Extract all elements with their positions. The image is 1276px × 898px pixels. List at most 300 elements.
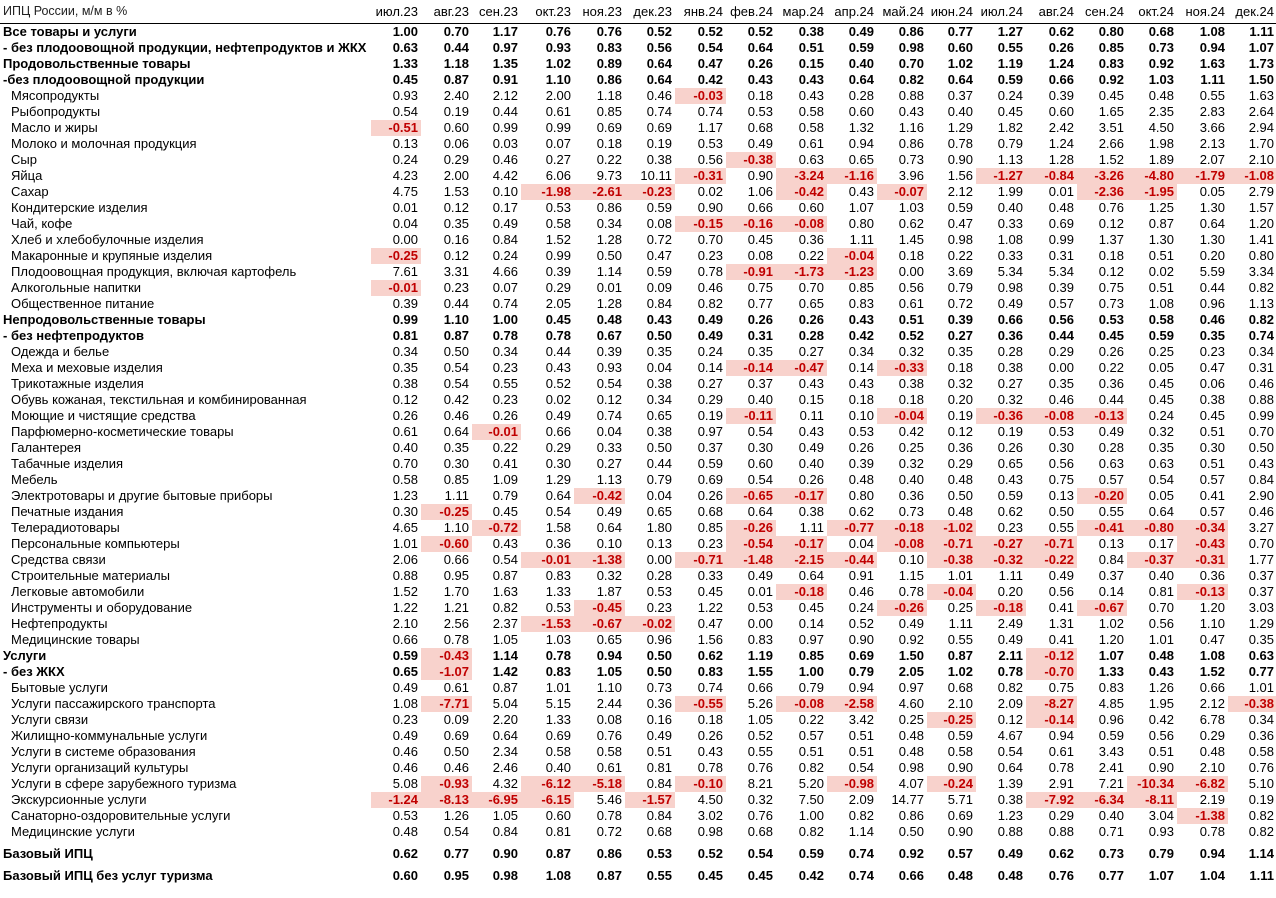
value-cell[interactable]: 0.19 (997, 424, 1023, 439)
value-cell[interactable]: 0.83 (596, 40, 622, 55)
value-cell[interactable]: 0.92 (898, 846, 924, 861)
value-cell[interactable]: 2.10 (1199, 760, 1225, 775)
value-cell[interactable]: 0.50 (1048, 504, 1074, 519)
value-cell[interactable]: 2.11 (998, 648, 1023, 663)
value-cell[interactable]: 2.37 (492, 616, 518, 631)
value-cell[interactable]: 0.39 (392, 296, 418, 311)
value-cell[interactable]: 0.50 (646, 664, 672, 679)
value-cell[interactable]: 0.48 (392, 824, 418, 839)
value-cell[interactable]: 0.48 (1148, 88, 1174, 103)
value-cell[interactable]: 0.60 (545, 808, 571, 823)
value-cell[interactable]: 0.40 (898, 472, 924, 487)
value-cell[interactable]: 0.01 (1048, 184, 1074, 199)
value-cell[interactable]: 0.12 (443, 200, 469, 215)
value-cell[interactable]: 0.53 (392, 808, 418, 823)
value-cell[interactable]: 0.75 (1048, 680, 1074, 695)
value-cell[interactable]: 0.48 (848, 472, 874, 487)
value-cell[interactable]: 2.46 (492, 760, 518, 775)
value-cell[interactable]: 0.78 (697, 264, 723, 279)
row-label[interactable]: Телерадиотовары (11, 520, 120, 535)
value-cell[interactable]: 1.73 (1248, 56, 1274, 71)
value-cell[interactable]: 9.73 (596, 168, 622, 183)
value-cell[interactable]: 0.48 (898, 744, 924, 759)
value-cell[interactable]: 0.02 (1148, 264, 1174, 279)
value-cell[interactable]: 0.26 (1098, 344, 1124, 359)
value-cell[interactable]: 1.31 (1048, 616, 1074, 631)
value-cell[interactable]: 0.93 (545, 40, 571, 55)
value-cell[interactable]: 0.08 (596, 712, 622, 727)
value-cell[interactable]: 2.09 (997, 696, 1023, 711)
value-cell[interactable]: 0.70 (443, 24, 469, 39)
month-header[interactable]: ноя.23 (574, 0, 625, 24)
value-cell[interactable]: 3.34 (1248, 264, 1274, 279)
value-cell[interactable]: -6.95 (472, 792, 521, 808)
value-cell[interactable]: 1.23 (392, 488, 418, 503)
value-cell[interactable]: -0.12 (1026, 648, 1077, 664)
value-cell[interactable]: 0.83 (697, 664, 723, 679)
value-cell[interactable]: 0.26 (747, 312, 773, 327)
value-cell[interactable]: 0.13 (646, 536, 672, 551)
value-cell[interactable]: -0.14 (726, 360, 776, 376)
value-cell[interactable]: 0.88 (1048, 824, 1074, 839)
row-label[interactable]: Масло и жиры (11, 120, 98, 135)
value-cell[interactable]: 0.52 (545, 376, 571, 391)
value-cell[interactable]: 4.65 (392, 520, 418, 535)
value-cell[interactable]: 0.48 (1148, 648, 1174, 663)
value-cell[interactable]: 0.67 (596, 328, 622, 343)
value-cell[interactable]: -1.95 (1127, 184, 1177, 200)
row-label[interactable]: Услуги в системе образования (11, 744, 196, 759)
value-cell[interactable]: 5.46 (596, 792, 622, 807)
value-cell[interactable]: 3.66 (1199, 120, 1225, 135)
value-cell[interactable]: 1.10 (545, 72, 571, 87)
value-cell[interactable]: 0.44 (1098, 392, 1124, 407)
value-cell[interactable]: 0.49 (747, 568, 773, 583)
value-cell[interactable]: 0.09 (646, 280, 672, 295)
value-cell[interactable]: 0.79 (997, 136, 1023, 151)
value-cell[interactable]: 0.18 (898, 392, 924, 407)
value-cell[interactable]: 0.02 (545, 392, 571, 407)
value-cell[interactable]: 1.33 (392, 56, 418, 71)
value-cell[interactable]: 0.58 (545, 216, 571, 231)
value-cell[interactable]: 0.55 (1048, 520, 1074, 535)
value-cell[interactable]: 0.53 (646, 584, 672, 599)
value-cell[interactable]: 0.36 (997, 328, 1023, 343)
value-cell[interactable]: 0.34 (596, 216, 622, 231)
value-cell[interactable]: 0.49 (798, 440, 824, 455)
value-cell[interactable]: 2.10 (1248, 152, 1274, 167)
value-cell[interactable]: 0.78 (1048, 760, 1074, 775)
value-cell[interactable]: 2.12 (947, 184, 973, 199)
value-cell[interactable]: 0.55 (492, 376, 518, 391)
value-cell[interactable]: 0.23 (697, 248, 723, 263)
value-cell[interactable]: 1.10 (596, 680, 622, 695)
value-cell[interactable]: 0.49 (898, 616, 924, 631)
value-cell[interactable]: 0.20 (1199, 248, 1225, 263)
value-cell[interactable]: 0.19 (1248, 792, 1274, 807)
value-cell[interactable]: 1.05 (596, 664, 622, 679)
value-cell[interactable]: 1.50 (1248, 72, 1274, 87)
value-cell[interactable]: 0.18 (848, 392, 874, 407)
value-cell[interactable]: 0.61 (443, 680, 469, 695)
value-cell[interactable]: 0.43 (697, 744, 723, 759)
month-header[interactable]: дек.24 (1228, 0, 1276, 24)
value-cell[interactable]: 0.51 (1199, 456, 1225, 471)
value-cell[interactable]: 0.38 (646, 376, 672, 391)
value-cell[interactable]: 1.33 (1098, 664, 1124, 679)
value-cell[interactable]: -0.51 (371, 120, 421, 136)
value-cell[interactable]: 0.26 (697, 728, 723, 743)
value-cell[interactable]: 0.78 (1199, 824, 1225, 839)
value-cell[interactable]: 0.91 (492, 72, 518, 87)
value-cell[interactable]: 0.09 (443, 712, 469, 727)
value-cell[interactable]: 0.91 (848, 568, 874, 583)
value-cell[interactable]: 0.45 (545, 312, 571, 327)
value-cell[interactable]: 0.19 (697, 408, 723, 423)
value-cell[interactable]: -0.34 (1177, 520, 1228, 536)
value-cell[interactable]: 0.54 (1148, 472, 1174, 487)
value-cell[interactable]: 0.46 (443, 408, 469, 423)
value-cell[interactable]: 0.82 (697, 296, 723, 311)
value-cell[interactable]: -0.01 (472, 424, 521, 440)
value-cell[interactable]: 1.06 (747, 184, 773, 199)
value-cell[interactable]: 5.20 (798, 776, 824, 791)
value-cell[interactable]: 0.87 (1148, 216, 1174, 231)
value-cell[interactable]: -0.37 (1127, 552, 1177, 568)
value-cell[interactable]: 0.70 (798, 280, 824, 295)
value-cell[interactable]: 1.28 (596, 296, 622, 311)
value-cell[interactable]: 0.49 (392, 728, 418, 743)
value-cell[interactable]: 0.62 (848, 504, 874, 519)
value-cell[interactable]: 1.00 (392, 24, 418, 39)
value-cell[interactable]: 0.81 (646, 760, 672, 775)
value-cell[interactable]: 0.74 (848, 846, 874, 861)
value-cell[interactable]: 4.23 (392, 168, 418, 183)
value-cell[interactable]: 0.42 (898, 424, 924, 439)
value-cell[interactable]: 0.72 (947, 296, 973, 311)
value-cell[interactable]: 0.10 (898, 552, 924, 567)
value-cell[interactable]: 0.47 (1199, 360, 1225, 375)
value-cell[interactable]: 0.69 (947, 808, 973, 823)
value-cell[interactable]: 0.00 (392, 232, 418, 247)
row-label[interactable]: Жилищно-коммунальные услуги (11, 728, 208, 743)
value-cell[interactable]: 1.16 (898, 120, 924, 135)
value-cell[interactable]: 0.32 (997, 392, 1023, 407)
value-cell[interactable]: 1.10 (1199, 616, 1225, 631)
value-cell[interactable]: 0.44 (492, 104, 518, 119)
value-cell[interactable]: 1.13 (997, 152, 1023, 167)
value-cell[interactable]: 0.56 (697, 152, 723, 167)
value-cell[interactable]: 0.57 (1098, 472, 1124, 487)
value-cell[interactable]: 0.27 (798, 344, 824, 359)
value-cell[interactable]: -0.60 (421, 536, 472, 552)
value-cell[interactable]: 0.68 (697, 504, 723, 519)
value-cell[interactable]: 0.88 (898, 88, 924, 103)
value-cell[interactable]: 0.88 (1248, 392, 1274, 407)
value-cell[interactable]: 0.59 (1148, 328, 1174, 343)
value-cell[interactable]: 0.98 (947, 232, 973, 247)
value-cell[interactable]: 5.04 (492, 696, 518, 711)
value-cell[interactable]: -0.07 (877, 184, 927, 200)
month-header[interactable]: окт.24 (1127, 0, 1177, 24)
value-cell[interactable]: 1.63 (1248, 88, 1274, 103)
value-cell[interactable]: 0.55 (1199, 88, 1225, 103)
value-cell[interactable]: 0.74 (848, 868, 874, 883)
value-cell[interactable]: 0.82 (1248, 808, 1274, 823)
value-cell[interactable]: 0.18 (747, 88, 773, 103)
value-cell[interactable]: 0.45 (392, 72, 418, 87)
value-cell[interactable]: -2.15 (776, 552, 827, 568)
value-cell[interactable]: 0.39 (947, 312, 973, 327)
value-cell[interactable]: 0.98 (898, 40, 924, 55)
value-cell[interactable]: 0.64 (646, 72, 672, 87)
value-cell[interactable]: 0.40 (1098, 808, 1124, 823)
value-cell[interactable]: 0.04 (646, 360, 672, 375)
value-cell[interactable]: 0.64 (747, 40, 773, 55)
value-cell[interactable]: 0.41 (492, 456, 518, 471)
value-cell[interactable]: 0.49 (1098, 424, 1124, 439)
value-cell[interactable]: -0.18 (877, 520, 927, 536)
value-cell[interactable]: 0.57 (798, 728, 824, 743)
value-cell[interactable]: 0.98 (492, 868, 518, 883)
value-cell[interactable]: 0.03 (492, 136, 518, 151)
value-cell[interactable]: 0.61 (545, 104, 571, 119)
value-cell[interactable]: 0.36 (1098, 376, 1124, 391)
value-cell[interactable]: 1.27 (997, 24, 1023, 39)
value-cell[interactable]: 0.68 (947, 680, 973, 695)
value-cell[interactable]: 0.46 (1048, 392, 1074, 407)
value-cell[interactable]: 0.46 (848, 584, 874, 599)
value-cell[interactable]: 1.01 (1148, 632, 1174, 647)
value-cell[interactable]: 7.61 (392, 264, 418, 279)
value-cell[interactable]: 0.40 (947, 104, 973, 119)
value-cell[interactable]: 2.94 (1248, 120, 1274, 135)
value-cell[interactable]: 0.49 (492, 216, 518, 231)
value-cell[interactable]: 0.43 (492, 536, 518, 551)
value-cell[interactable]: 0.22 (492, 440, 518, 455)
value-cell[interactable]: 1.82 (997, 120, 1023, 135)
value-cell[interactable]: 0.07 (545, 136, 571, 151)
value-cell[interactable]: 0.35 (646, 344, 672, 359)
value-cell[interactable]: 0.66 (1048, 72, 1074, 87)
value-cell[interactable]: 5.26 (747, 696, 773, 711)
value-cell[interactable]: 0.66 (443, 552, 469, 567)
value-cell[interactable]: 2.13 (1199, 136, 1225, 151)
value-cell[interactable]: 0.45 (1199, 408, 1225, 423)
value-cell[interactable]: 0.94 (596, 648, 622, 663)
value-cell[interactable]: 0.23 (646, 600, 672, 615)
value-cell[interactable]: 0.69 (848, 648, 874, 663)
value-cell[interactable]: 0.00 (646, 552, 672, 567)
value-cell[interactable]: 0.68 (646, 824, 672, 839)
value-cell[interactable]: -0.45 (574, 600, 625, 616)
value-cell[interactable]: -0.22 (1026, 552, 1077, 568)
value-cell[interactable]: 0.30 (392, 504, 418, 519)
value-cell[interactable]: 0.26 (798, 472, 824, 487)
value-cell[interactable]: 0.05 (1148, 488, 1174, 503)
value-cell[interactable]: 1.10 (443, 520, 469, 535)
value-cell[interactable]: 1.98 (1148, 136, 1174, 151)
value-cell[interactable]: 0.90 (848, 632, 874, 647)
value-cell[interactable]: 0.46 (392, 760, 418, 775)
value-cell[interactable]: 0.05 (1148, 360, 1174, 375)
value-cell[interactable]: 0.65 (596, 632, 622, 647)
value-cell[interactable]: 1.08 (1148, 296, 1174, 311)
value-cell[interactable]: 0.50 (947, 488, 973, 503)
value-cell[interactable]: 0.62 (1048, 846, 1074, 861)
value-cell[interactable]: -0.01 (371, 280, 421, 296)
value-cell[interactable]: 0.57 (1199, 504, 1225, 519)
row-label[interactable]: Общественное питание (11, 296, 155, 311)
value-cell[interactable]: 3.03 (1248, 600, 1274, 615)
value-cell[interactable]: 0.59 (646, 200, 672, 215)
value-cell[interactable]: 0.33 (997, 248, 1023, 263)
value-cell[interactable]: 0.28 (798, 328, 824, 343)
value-cell[interactable]: 0.90 (947, 760, 973, 775)
value-cell[interactable]: 0.35 (747, 344, 773, 359)
value-cell[interactable]: 1.65 (1098, 104, 1124, 119)
value-cell[interactable]: 0.64 (947, 72, 973, 87)
row-label[interactable]: Услуги в сфере зарубежного туризма (11, 776, 237, 791)
value-cell[interactable]: 0.15 (798, 392, 824, 407)
value-cell[interactable]: 0.22 (596, 152, 622, 167)
value-cell[interactable]: 0.49 (596, 504, 622, 519)
value-cell[interactable]: 0.38 (997, 792, 1023, 807)
value-cell[interactable]: 0.60 (392, 868, 418, 883)
value-cell[interactable]: 0.37 (747, 376, 773, 391)
value-cell[interactable]: 0.07 (492, 280, 518, 295)
value-cell[interactable]: 0.82 (1248, 824, 1274, 839)
value-cell[interactable]: 0.45 (697, 584, 723, 599)
value-cell[interactable]: 0.36 (798, 232, 824, 247)
value-cell[interactable]: 0.25 (898, 712, 924, 727)
value-cell[interactable]: 0.58 (545, 744, 571, 759)
value-cell[interactable]: 0.99 (492, 120, 518, 135)
value-cell[interactable]: 0.40 (798, 456, 824, 471)
value-cell[interactable]: 2.10 (392, 616, 418, 631)
value-cell[interactable]: 2.66 (1098, 136, 1124, 151)
value-cell[interactable]: 0.60 (848, 104, 874, 119)
value-cell[interactable]: 0.88 (997, 824, 1023, 839)
value-cell[interactable]: 0.43 (1248, 456, 1274, 471)
value-cell[interactable]: 0.64 (492, 728, 518, 743)
value-cell[interactable]: 5.10 (1248, 776, 1274, 791)
value-cell[interactable]: 0.77 (443, 846, 469, 861)
value-cell[interactable]: 3.02 (697, 808, 723, 823)
value-cell[interactable]: 1.03 (1148, 72, 1174, 87)
value-cell[interactable]: -0.43 (1177, 536, 1228, 552)
row-label[interactable]: Все товары и услуги (3, 24, 137, 39)
month-header[interactable]: авг.23 (421, 0, 472, 24)
value-cell[interactable]: 0.32 (747, 792, 773, 807)
value-cell[interactable]: -0.84 (1026, 168, 1077, 184)
value-cell[interactable]: 0.70 (1248, 424, 1274, 439)
month-header[interactable]: сен.24 (1077, 0, 1127, 24)
value-cell[interactable]: 0.36 (545, 536, 571, 551)
value-cell[interactable]: 0.16 (443, 232, 469, 247)
value-cell[interactable]: 0.44 (1199, 280, 1225, 295)
value-cell[interactable]: 0.74 (1248, 328, 1274, 343)
value-cell[interactable]: -0.47 (776, 360, 827, 376)
value-cell[interactable]: 0.56 (1048, 312, 1074, 327)
value-cell[interactable]: 4.75 (392, 184, 418, 199)
value-cell[interactable]: 0.43 (848, 376, 874, 391)
value-cell[interactable]: 0.73 (898, 152, 924, 167)
value-cell[interactable]: 2.42 (1048, 120, 1074, 135)
value-cell[interactable]: 0.79 (798, 680, 824, 695)
value-cell[interactable]: 0.12 (947, 424, 973, 439)
value-cell[interactable]: 0.61 (392, 424, 418, 439)
value-cell[interactable]: 1.02 (1098, 616, 1124, 631)
value-cell[interactable]: -10.34 (1127, 776, 1177, 792)
value-cell[interactable]: 0.63 (1148, 456, 1174, 471)
value-cell[interactable]: 0.93 (1148, 824, 1174, 839)
row-label[interactable]: Рыбопродукты (11, 104, 101, 119)
value-cell[interactable]: 0.23 (443, 280, 469, 295)
value-cell[interactable]: 0.27 (596, 456, 622, 471)
value-cell[interactable]: 0.95 (443, 868, 469, 883)
value-cell[interactable]: 1.22 (697, 600, 723, 615)
value-cell[interactable]: 1.33 (545, 584, 571, 599)
value-cell[interactable]: -0.03 (675, 88, 726, 104)
value-cell[interactable]: 0.73 (646, 680, 672, 695)
value-cell[interactable]: 2.40 (443, 88, 469, 103)
value-cell[interactable]: 0.63 (1248, 648, 1274, 663)
value-cell[interactable]: 0.74 (596, 408, 622, 423)
value-cell[interactable]: 0.22 (798, 712, 824, 727)
value-cell[interactable]: 0.36 (646, 696, 672, 711)
value-cell[interactable]: 0.37 (1248, 584, 1274, 599)
value-cell[interactable]: 2.19 (1199, 792, 1225, 807)
value-cell[interactable]: 3.96 (898, 168, 924, 183)
value-cell[interactable]: 0.96 (1098, 712, 1124, 727)
value-cell[interactable]: 0.43 (798, 424, 824, 439)
value-cell[interactable]: 0.40 (848, 56, 874, 71)
value-cell[interactable]: 1.53 (443, 184, 469, 199)
value-cell[interactable]: 0.40 (392, 440, 418, 455)
value-cell[interactable]: 0.43 (798, 88, 824, 103)
value-cell[interactable]: -0.13 (1077, 408, 1127, 424)
value-cell[interactable]: 1.70 (443, 584, 469, 599)
value-cell[interactable]: 0.82 (997, 680, 1023, 695)
value-cell[interactable]: -1.16 (827, 168, 877, 184)
value-cell[interactable]: -0.55 (675, 696, 726, 712)
value-cell[interactable]: 1.00 (492, 312, 518, 327)
value-cell[interactable]: 0.52 (697, 24, 723, 39)
row-label[interactable]: Легковые автомобили (11, 584, 145, 599)
value-cell[interactable]: 1.30 (1148, 232, 1174, 247)
value-cell[interactable]: -0.33 (877, 360, 927, 376)
value-cell[interactable]: 0.78 (492, 328, 518, 343)
value-cell[interactable]: 0.38 (646, 424, 672, 439)
value-cell[interactable]: 0.94 (848, 680, 874, 695)
value-cell[interactable]: 0.35 (1148, 440, 1174, 455)
value-cell[interactable]: 0.04 (596, 424, 622, 439)
value-cell[interactable]: 4.67 (997, 728, 1023, 743)
value-cell[interactable]: 0.36 (1248, 728, 1274, 743)
value-cell[interactable]: -0.15 (675, 216, 726, 232)
row-label[interactable]: Услуги организаций культуры (11, 760, 189, 775)
value-cell[interactable]: 0.92 (898, 632, 924, 647)
value-cell[interactable]: 0.12 (1098, 216, 1124, 231)
value-cell[interactable]: 0.49 (697, 312, 723, 327)
value-cell[interactable]: 0.94 (848, 136, 874, 151)
value-cell[interactable]: -0.25 (371, 248, 421, 264)
value-cell[interactable]: 1.52 (1199, 664, 1225, 679)
value-cell[interactable]: 1.11 (799, 520, 824, 535)
value-cell[interactable]: -0.04 (927, 584, 976, 600)
value-cell[interactable]: 1.28 (1048, 152, 1074, 167)
